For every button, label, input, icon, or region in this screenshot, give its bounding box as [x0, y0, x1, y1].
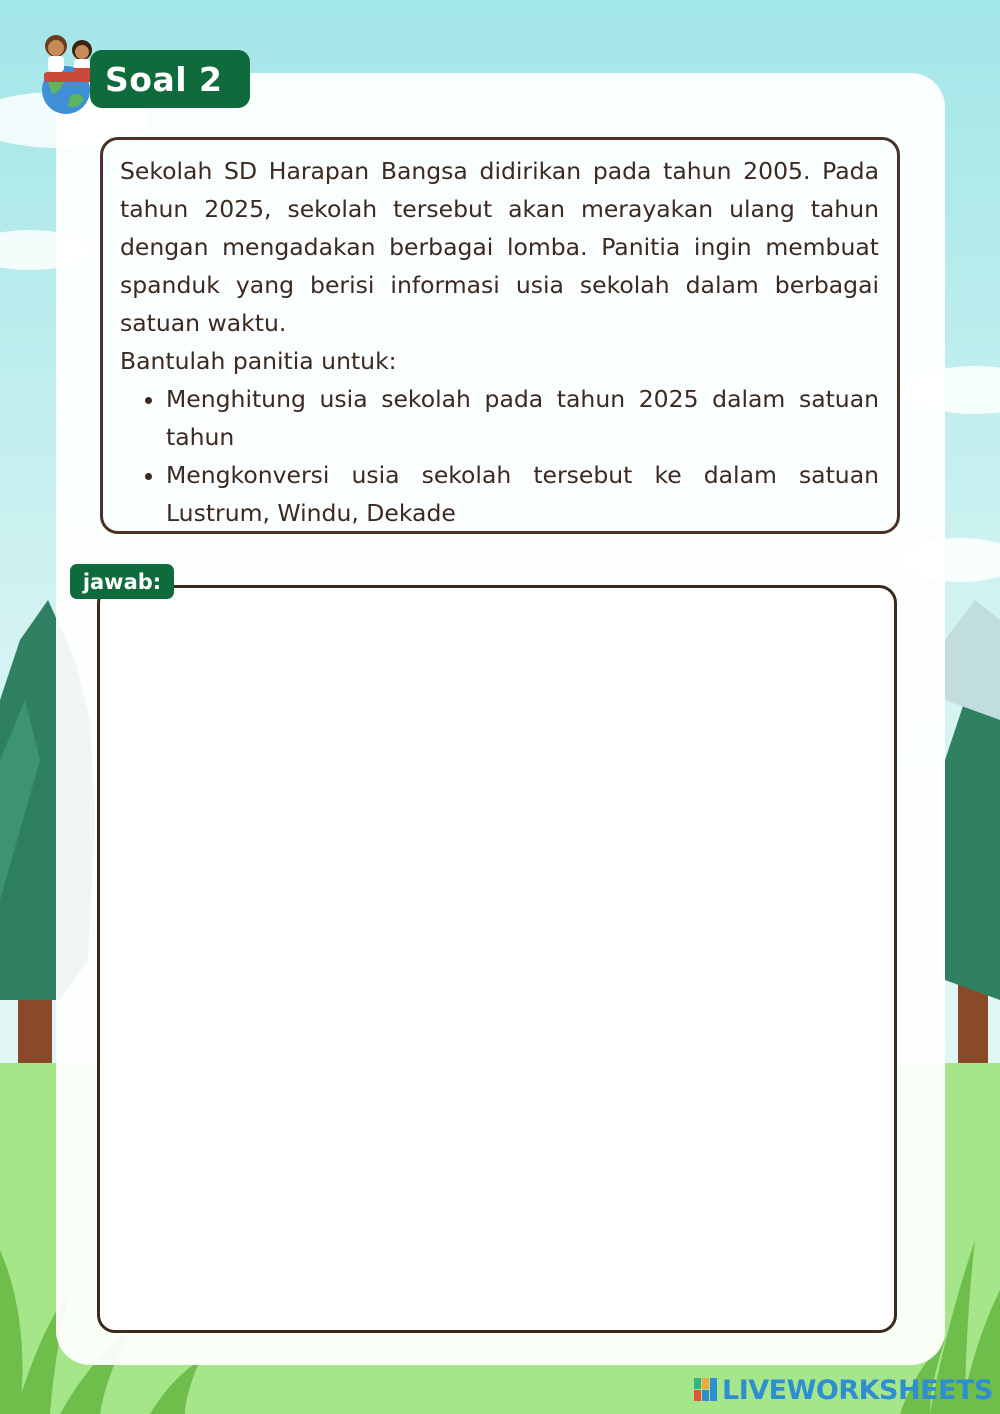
liveworksheets-logo-icon	[694, 1378, 718, 1402]
question-box	[100, 137, 900, 534]
task-item: • Menghitung usia sekolah pada tahun 2025 dalam satuan tahun	[166, 380, 879, 456]
answer-input[interactable]	[97, 585, 897, 1333]
task-item: • Mengkonversi usia sekolah tersebut ke dalam satuan Lustrum, Windu, Dekade	[166, 456, 879, 532]
liveworksheets-brand[interactable]	[694, 1374, 993, 1406]
task-list	[120, 380, 879, 532]
question-title: Soal 2	[105, 59, 223, 99]
question-paragraph: Sekolah SD Harapan Bangsa didirikan pada tahun 2005. Pada tahun 2025, sekolah tersebut akan merayakan ulang tahun dengan mengadakan berbagai lomba. Panitia ingin membuat spanduk yang berisi informasi usia sekolah dalam berbagai satuan waktu.	[120, 157, 879, 337]
brand-name: LIVEWORKSHEETS	[722, 1374, 993, 1406]
question-title-tab	[90, 50, 250, 108]
question-instruction: Bantulah panitia untuk:	[120, 347, 397, 375]
answer-label: jawab:	[70, 564, 174, 599]
